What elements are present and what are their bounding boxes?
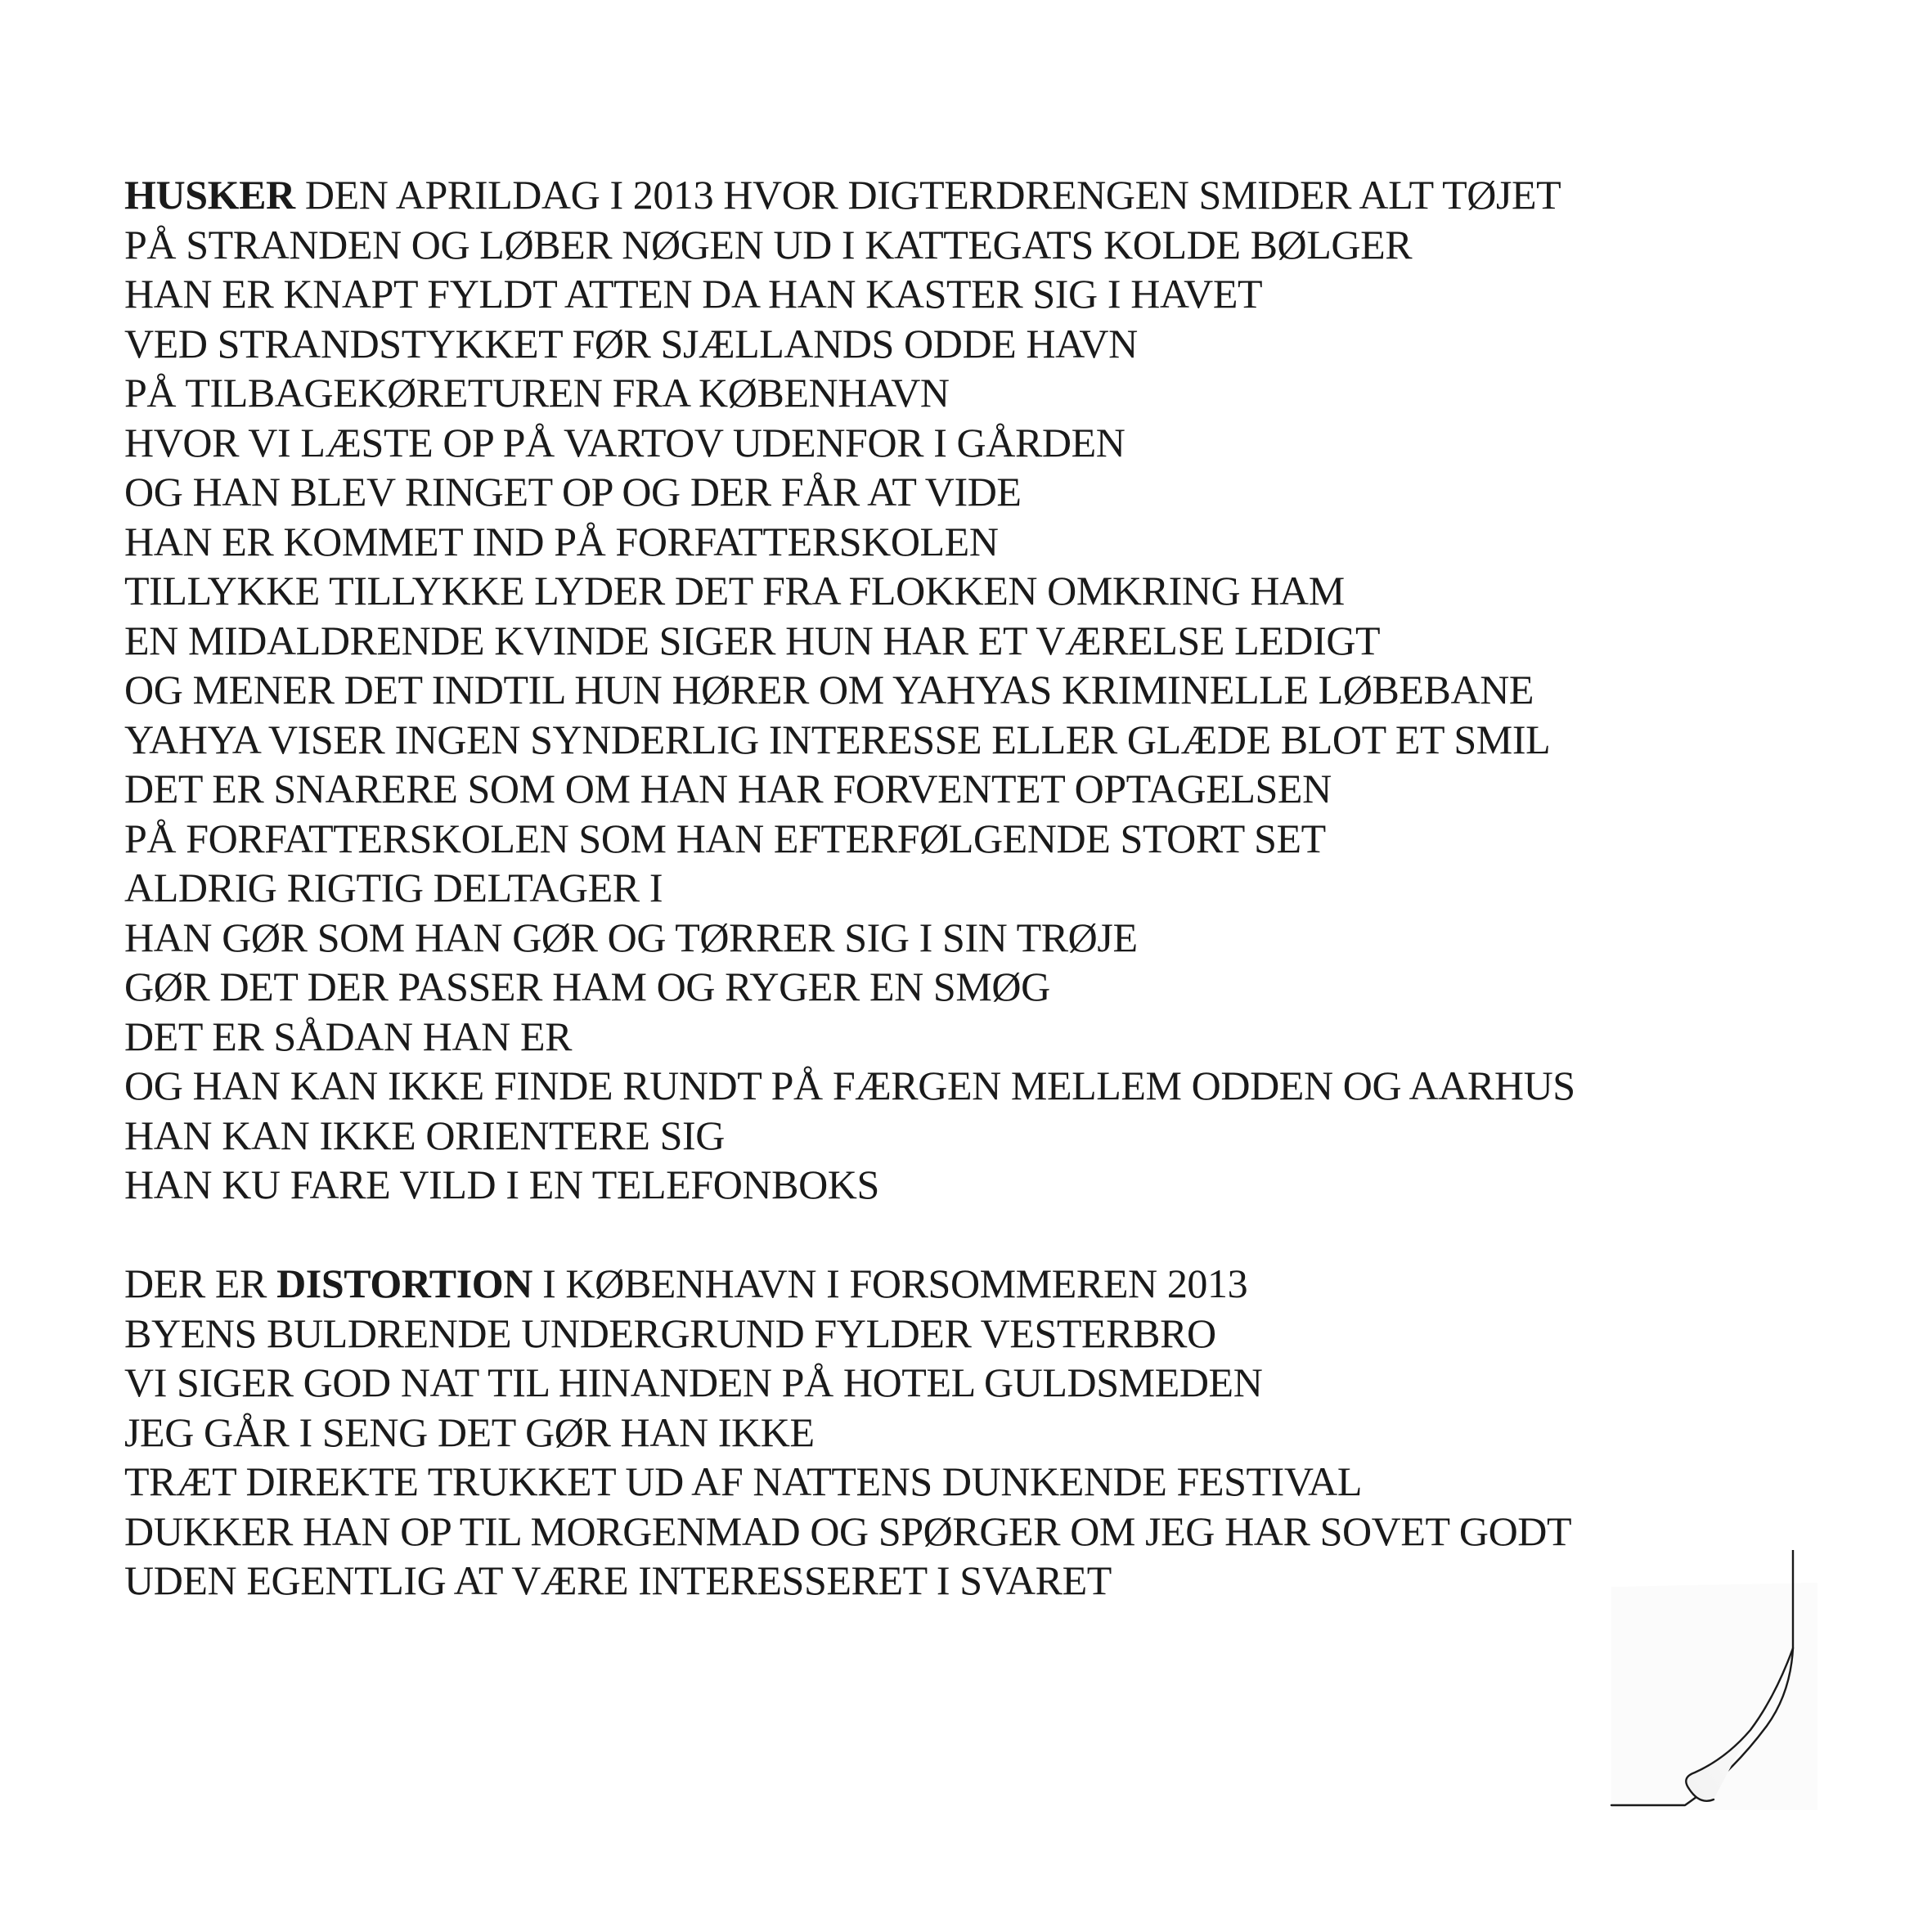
- poem-line: HAN KAN IKKE ORIENTERE SIG: [124, 1112, 725, 1158]
- poem-line: JEG GÅR I SENG DET GØR HAN IKKE: [124, 1409, 815, 1455]
- keyword-distortion: DISTORTION: [276, 1260, 532, 1306]
- poem-line: BYENS BULDRENDE UNDERGRUND FYLDER VESTERBRO: [124, 1310, 1216, 1356]
- poem-text: [124, 170, 1801, 1606]
- poem-line: UDEN EGENTLIG AT VÆRE INTERESSERET I SVARET: [124, 1557, 1112, 1603]
- poem-line: PÅ STRANDEN OG LØBER NØGEN UD I KATTEGATS KOLDE BØLGER: [124, 221, 1413, 267]
- poem-line: HAN GØR SOM HAN GØR OG TØRRER SIG I SIN TRØJE: [124, 914, 1138, 960]
- poem-line: PÅ TILBAGEKØRETUREN FRA KØBENHAVN: [124, 370, 950, 416]
- poem-line: HVOR VI LÆSTE OP PÅ VARTOV UDENFOR I GÅRDEN: [124, 419, 1126, 465]
- first-line-pre: DER ER: [124, 1260, 277, 1306]
- poem-line: TRÆT DIREKTE TRUKKET UD AF NATTENS DUNKENDE FESTIVAL: [124, 1458, 1363, 1504]
- poem-line: HAN ER KNAPT FYLDT ATTEN DA HAN KASTER SIG I HAVET: [124, 271, 1263, 317]
- stanza-2: [124, 1259, 1801, 1606]
- poem-line: OG HAN BLEV RINGET OP OG DER FÅR AT VIDE: [124, 469, 1022, 514]
- poem-line: EN MIDALDRENDE KVINDE SIGER HUN HAR ET VÆRELSE LEDIGT: [124, 617, 1381, 663]
- first-line-post: I KØBENHAVN I FORSOMMEREN 2013: [532, 1260, 1248, 1306]
- poem-line: DUKKER HAN OP TIL MORGENMAD OG SPØRGER OM JEG HAR SOVET GODT: [124, 1507, 1572, 1554]
- poem-line: PÅ FORFATTERSKOLEN SOM HAN EFTERFØLGENDE STORT SET: [124, 815, 1326, 861]
- poem-line: VI SIGER GOD NAT TIL HINANDEN PÅ HOTEL GULDSMEDEN: [124, 1359, 1263, 1405]
- poem-line: OG HAN KAN IKKE FINDE RUNDT PÅ FÆRGEN MELLEM ODDEN OG AARHUS: [124, 1063, 1575, 1108]
- poem-line: TILLYKKE TILLYKKE LYDER DET FRA FLOKKEN OMKRING HAM: [124, 568, 1345, 613]
- keyword-husker: HUSKER: [124, 172, 295, 218]
- poem-line: ALDRIG RIGTIG DELTAGER I: [124, 865, 663, 910]
- stanza-1: [124, 170, 1801, 1210]
- stanza-2-first-line: [124, 1259, 1801, 1309]
- first-line-rest: DEN APRILDAG I 2013 HVOR DIGTERDRENGEN SMIDER ALT TØJET: [294, 172, 1561, 218]
- poem-line: OG MENER DET INDTIL HUN HØRER OM YAHYAS KRIMINELLE LØBEBANE: [124, 667, 1534, 712]
- poem-line: HAN KU FARE VILD I EN TELEFONBOKS: [124, 1161, 879, 1207]
- poem-line: GØR DET DER PASSER HAM OG RYGER EN SMØG: [124, 964, 1050, 1009]
- page-curl-icon[interactable]: [1603, 1550, 1820, 1812]
- poem-line: DET ER SNARERE SOM OM HAN HAR FORVENTET OPTAGELSEN: [124, 766, 1332, 811]
- poem-line: DET ER SÅDAN HAN ER: [124, 1013, 573, 1059]
- poem-line: YAHYA VISER INGEN SYNDERLIG INTERESSE ELLER GLÆDE BLOT ET SMIL: [124, 716, 1551, 762]
- poem-line: HAN ER KOMMET IND PÅ FORFATTERSKOLEN: [124, 518, 999, 564]
- stanza-1-first-line: [124, 170, 1801, 220]
- poem-line: VED STRANDSTYKKET FØR SJÆLLANDS ODDE HAVN: [124, 320, 1138, 366]
